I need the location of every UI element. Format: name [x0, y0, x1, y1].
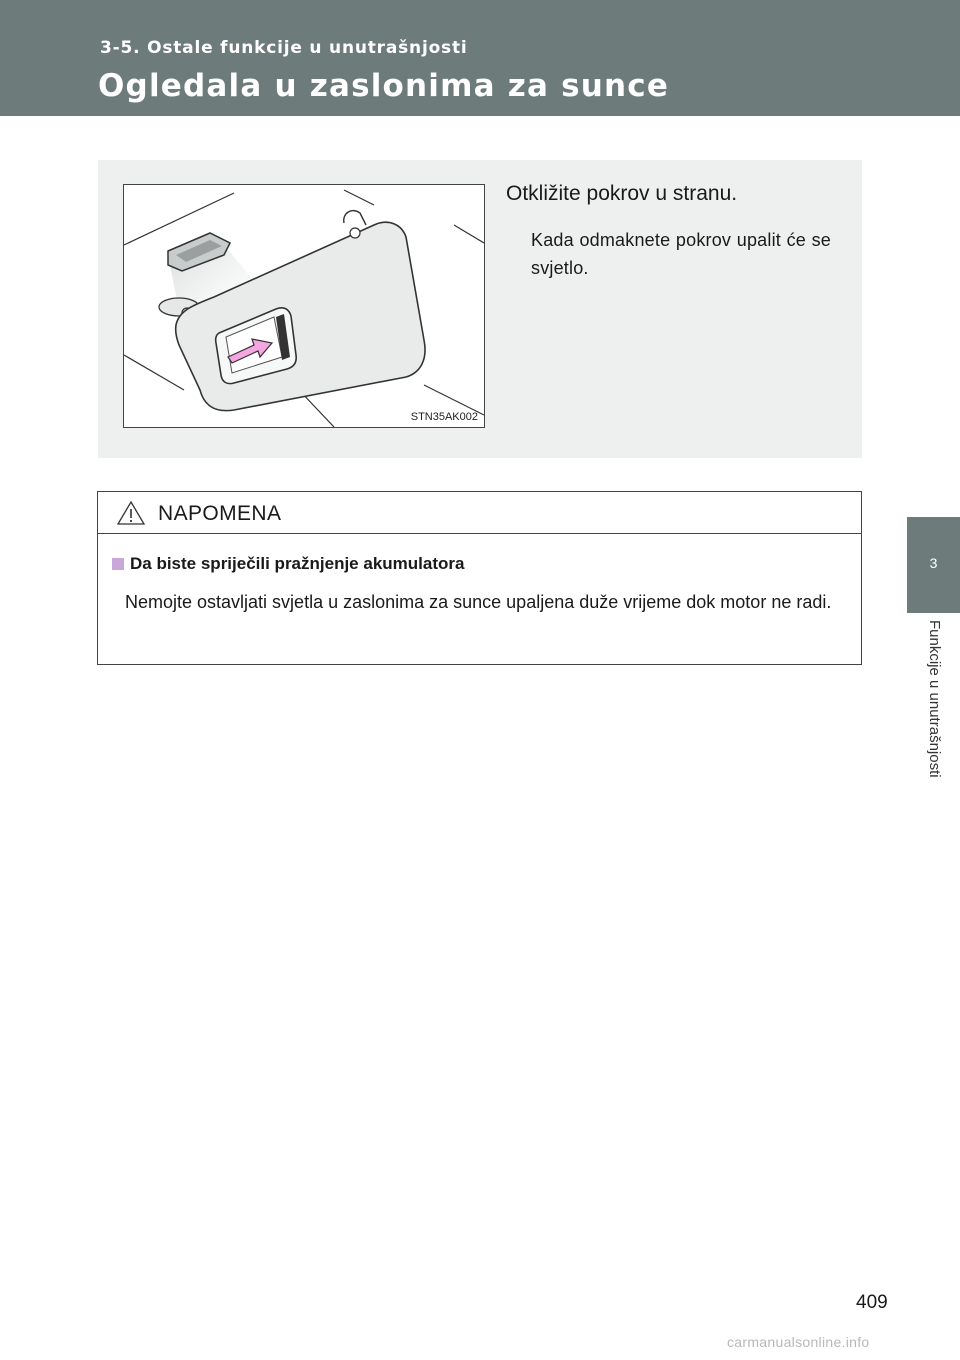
- notice-subheading-text: Da biste spriječili pražnjenje akumulatora: [130, 554, 465, 573]
- chapter-number: 3: [929, 555, 938, 571]
- figure-panel: [98, 160, 862, 458]
- sun-visor-illustration: [123, 184, 485, 428]
- watermark: carmanualsonline.info: [727, 1334, 870, 1350]
- notice-box: [97, 491, 862, 665]
- header-bar: [0, 0, 960, 116]
- notice-header: [98, 492, 861, 534]
- notice-title: NAPOMENA: [158, 502, 282, 525]
- page-title: Ogledala u zaslonima za sunce: [98, 68, 670, 104]
- instruction-text: Otkližite pokrov u stranu.: [506, 182, 738, 205]
- notice-subheading: [112, 554, 464, 574]
- sun-visor-drawing: [124, 185, 484, 427]
- figure-code: STN35AK002: [410, 411, 478, 423]
- chapter-label: Funkcije u unutrašnjosti: [926, 620, 943, 778]
- instruction-detail: Kada odmaknete pokrov upalit će se svjetlo.: [531, 230, 831, 278]
- notice-body: Nemojte ostavljati svjetla u zaslonima za sunce upaljena duže vrijeme dok motor ne radi.: [125, 592, 832, 612]
- warning-triangle-icon: [116, 500, 146, 526]
- square-bullet-icon: [112, 558, 124, 570]
- section-label: 3-5. Ostale funkcije u unutrašnjosti: [100, 38, 468, 58]
- chapter-tab[interactable]: [907, 517, 960, 613]
- page-number: 409: [856, 1292, 888, 1313]
